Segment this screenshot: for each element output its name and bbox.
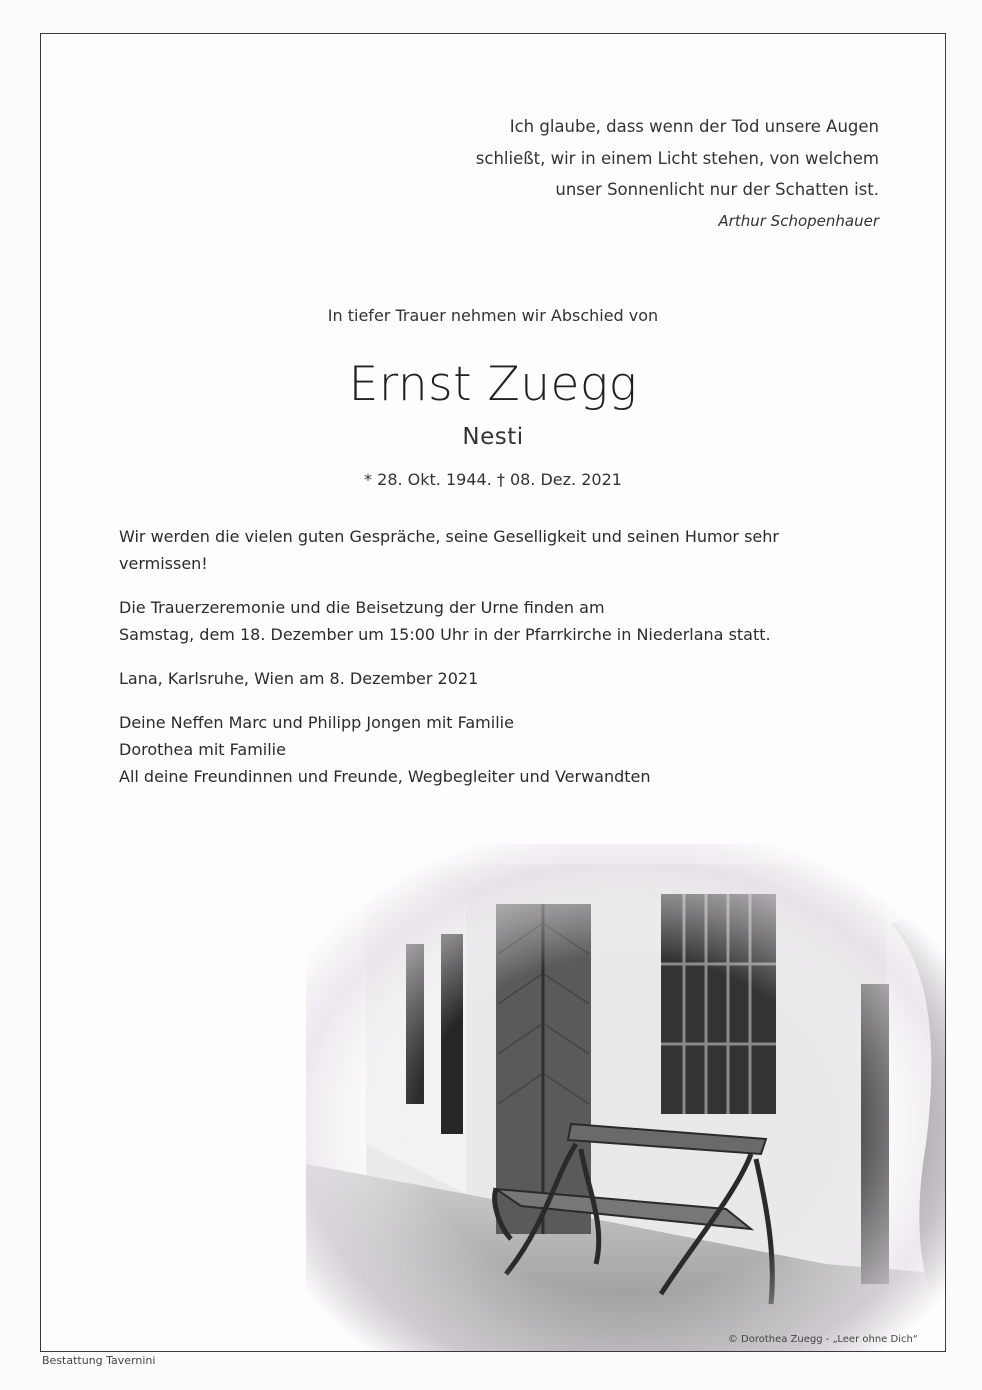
quote-line: unser Sonnenlicht nur der Schatten ist.	[555, 180, 879, 199]
deceased-name: Ernst Zuegg	[348, 357, 638, 412]
ceremony-line: Die Trauerzeremonie und die Beisetzung der Urne finden am	[119, 598, 605, 617]
signer: All deine Freundinnen und Freunde, Wegbegleiter und Verwandten	[119, 767, 651, 786]
life-dates: * 28. Okt. 1944. † 08. Dez. 2021	[364, 470, 622, 489]
deceased-nickname: Nesti	[462, 424, 524, 450]
place-date: Lana, Karlsruhe, Wien am 8. Dezember 2021	[119, 669, 479, 688]
quote-author: Arthur Schopenhauer	[718, 211, 879, 230]
quote-block	[476, 111, 879, 236]
ceremony-paragraph	[119, 594, 879, 648]
quote-line: Ich glaube, dass wenn der Tod unsere Augen	[509, 117, 879, 136]
bench-photo	[306, 844, 946, 1352]
tribute-paragraph	[119, 523, 879, 577]
announcement-body	[119, 523, 879, 790]
tribute-line: Wir werden die vielen guten Gespräche, seine Geselligkeit und seinen Humor sehr	[119, 527, 779, 546]
obituary-card	[40, 33, 946, 1352]
quote-line: schließt, wir in einem Licht stehen, von welchem	[475, 148, 879, 168]
signers-list	[119, 709, 879, 790]
signer: Deine Neffen Marc und Philipp Jongen mit Familie	[119, 713, 514, 732]
signer: Dorothea mit Familie	[119, 740, 286, 759]
tribute-line: vermissen!	[119, 554, 208, 573]
intro-line: In tiefer Trauer nehmen wir Abschied von	[327, 306, 659, 325]
undertaker-name: Bestattung Tavernini	[42, 1354, 156, 1367]
ceremony-line: Samstag, dem 18. Dezember um 15:00 Uhr in der Pfarrkirche in Niederlana statt.	[119, 625, 771, 644]
photo-credit: © Dorothea Zuegg - „Leer ohne Dich“	[727, 1334, 918, 1345]
